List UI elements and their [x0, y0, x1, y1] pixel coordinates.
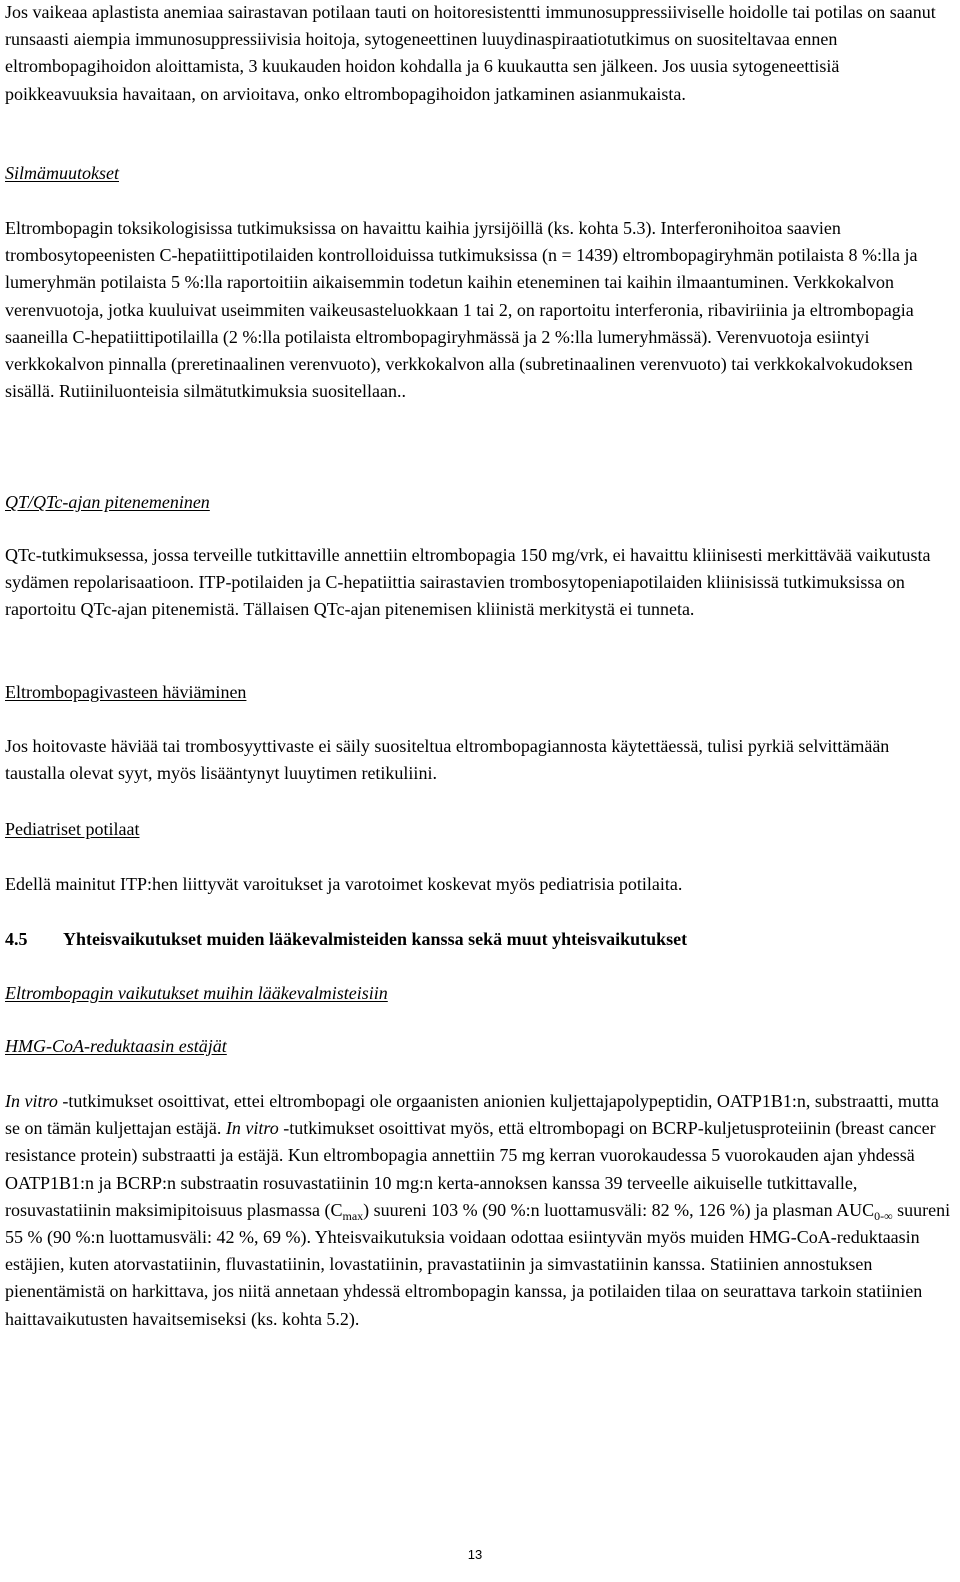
heading-effects-on-other-drugs: Eltrombopagin vaikutukset muihin lääkevalmisteisiin	[5, 983, 388, 1003]
page-number: 13	[467, 1547, 483, 1562]
hmg-text-3: ) suureni 103 % (90 %:n luottamusväli: 82 %, 126 %) ja plasman AUC	[363, 1199, 875, 1220]
section-title-text: Yhteisvaikutukset muiden lääkevalmisteiden kanssa sekä muut yhteisvaikutukset	[63, 929, 688, 949]
paragraph-hmg-coa	[5, 1088, 953, 1333]
hmg-text-4: suureni 55 % (90 %:n luottamusväli: 42 %, 69 %). Yhteisvaikutuksia voidaan odottaa esiintyvän myös muiden HMG-CoA-reduktaasin estäjien, kuten atorvastatiinin, fluvastatiinin, lovastatiinin, pravastatiinin ja simvastatiinin kanssa. Statiinien annostuksen pienentämistä on harkittava, jos niitä annetaan yhdessä eltrombopagin kanssa, ja potilaiden tilaa on seurattava tarkoin statiinien haittavaikutusten havaitsemiseksi (ks. kohta 5.2).	[5, 1199, 951, 1329]
section-number: 4.5	[5, 929, 28, 949]
heading-qt-prolongation: QT/QTc-ajan pitenemeninen	[5, 492, 210, 512]
heading-response-loss: Eltrombopagivasteen häviäminen	[5, 682, 247, 702]
paragraph-pediatric: Edellä mainitut ITP:hen liittyvät varoitukset ja varotoimet koskevat myös pediatrisia potilaita.	[5, 874, 683, 894]
heading-pediatric: Pediatriset potilaat	[5, 819, 140, 839]
section-title-4-5	[5, 926, 687, 953]
paragraph-aplastic-anemia: Jos vaikeaa aplastista anemiaa sairastavan potilaan tauti on hoitoresistentti immunosuppressiiviselle hoidolle tai potilas on saanut runsaasti aiempia immunosuppressiivisia hoitoja, sytogeneettinen luuydinaspiraatiotutkimus on suositeltavaa ennen eltrombopagihoidon aloittamista, 3 kuukauden hoidon kohdalla ja 6 kuukautta sen jälkeen. Jos uusia sytogeneettisiä poikkeavuuksia havaitaan, on arvioitava, onko eltrombopagihoidon jatkaminen asianmukaista.	[5, 2, 936, 104]
heading-hmg-coa: HMG-CoA-reduktaasin estäjät	[5, 1036, 227, 1056]
paragraph-response-loss: Jos hoitovaste häviää tai trombosyyttivaste ei säily suositeltua eltrombopagiannosta käytettäessä, tulisi pyrkiä selvittämään taustalla olevat syyt, myös lisääntynyt luuytimen retikuliini.	[5, 736, 890, 784]
subscript-auc: 0-∞	[874, 1208, 893, 1223]
hmg-text-2: -tutkimukset osoittivat myös, että eltrombopagi on BCRP-kuljetusproteiinin (breast cancer resistance protein) substraatti ja estäjä. Kun eltrombopagia annettiin 75 mg kerran vuorokaudessa 5 vuorokauden ajan yhdessä OATP1B1:n ja BCRP:n substraatin rosuvastatiinin 10 mg:n kerta-annoksen kanssa 39 terveelle aikuiselle tutkittavalle, rosuvastatiinin maksimipitoisuus plasmassa (C	[5, 1118, 936, 1220]
heading-eye-changes: Silmämuutokset	[5, 163, 119, 183]
paragraph-eye-changes: Eltrombopagin toksikologisissa tutkimuksissa on havaittu kaihia jyrsijöillä (ks. kohta 5.3). Interferonihoitoa saavien trombosytopeenisten C-hepatiittipotilaiden kontrolloiduissa tutkimuksissa (n = 1439) eltrombopagiryhmän potilaista 8 %:lla ja lumeryhmän potilaista 5 %:lla raportoitiin aikaisemmin todetun kaihin eteneminen tai kaihin ilmaantuminen. Verkkokalvon verenvuotoja, jotka kuuluivat useimmiten vaikeusasteluokkaan 1 tai 2, on raportoitu interferonia, ribaviriinia ja eltrombopagia saaneilla C-hepatiittipotilailla (2 %:lla potilaista eltrombopagiryhmässä ja 2 %:lla lumeryhmässä). Verenvuotoja esiintyi verkkokalvon pinnalla (preretinaalinen verenvuoto), verkkokalvon alla (subretinaalinen verenvuoto) tai verkkokalvokudoksen sisällä. Rutiiniluonteisia silmätutkimuksia suositellaan..	[5, 218, 918, 402]
subscript-max: max	[342, 1208, 364, 1223]
in-vitro-term: In vitro	[5, 1091, 58, 1111]
in-vitro-term: In vitro	[225, 1118, 279, 1139]
paragraph-qt-prolongation: QTc-tutkimuksessa, jossa terveille tutkittaville annettiin eltrombopagia 150 mg/vrk, ei havaittu kliinisesti merkittävää vaikutusta sydämen repolarisaatioon. ITP-potilaiden ja C-hepatiittia sairastavien trombosytopeniapotilaiden kliinisissä tutkimuksissa on raportoitu QTc-ajan pitenemistä. Tällaisen QTc-ajan pitenemisen kliinistä merkitystä ei tunneta.	[5, 545, 931, 620]
hmg-text-1: -tutkimukset osoittivat, ettei eltrombopagi ole orgaanisten anionien kuljettajapolypeptidin, OATP1B1:n, substraatti, mutta se on tämän kuljettajan estäjä.	[5, 1091, 939, 1139]
